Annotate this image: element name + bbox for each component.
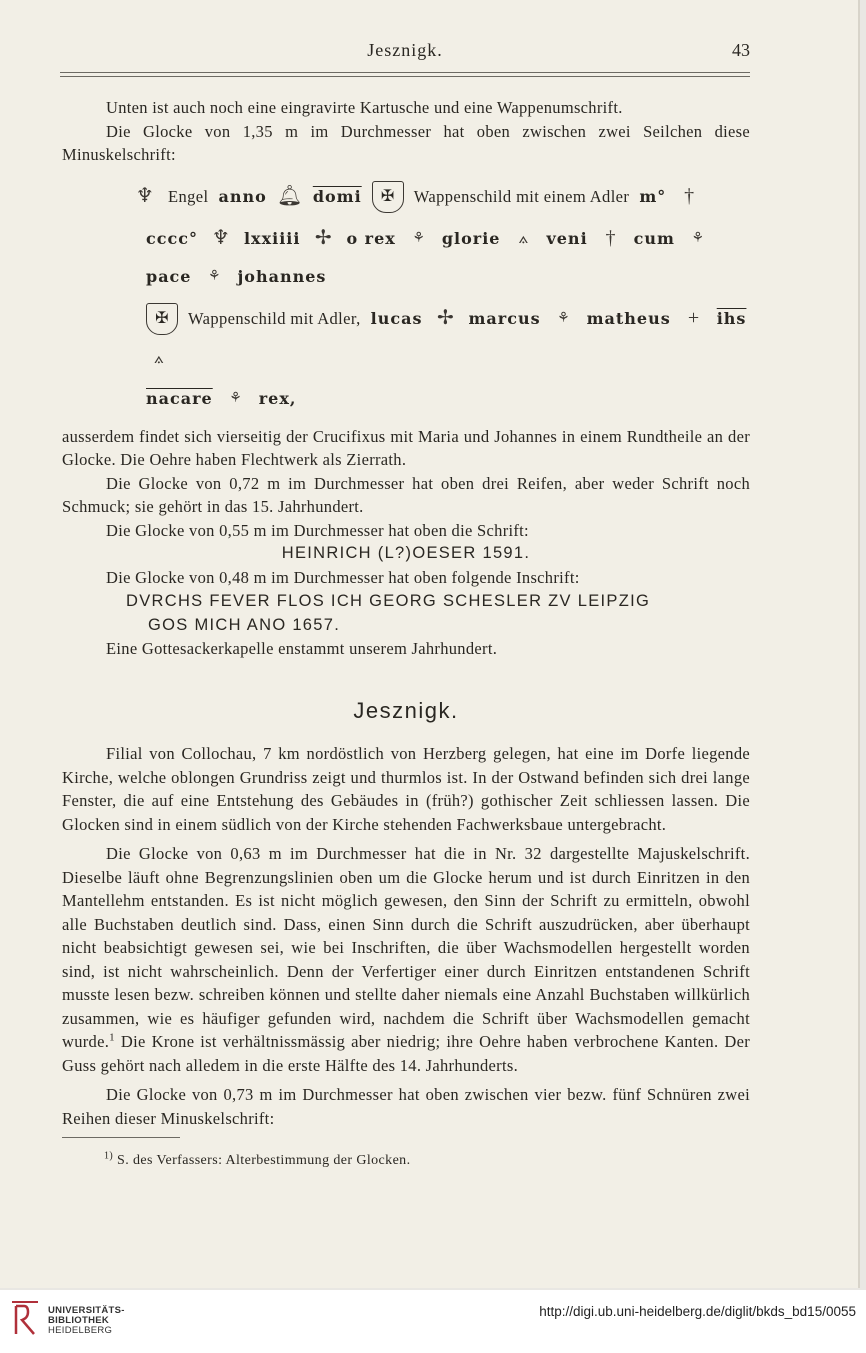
bird-icon: ⟑ [518,229,529,247]
footnote [104,1150,411,1169]
inscription-word: m° [639,186,667,206]
source-url-link[interactable]: http://digi.ub.uni-heidelberg.de/diglit/bkds_bd15/0055 [539,1304,856,1319]
leaf-icon: ⚘ [691,230,705,246]
running-header [60,40,750,66]
cross-icon: † [684,184,695,207]
paragraph-text: Die Glocke von 0,63 m im Durchmesser hat die in Nr. 32 dargestellte Majuskelschrift. Dieselbe läuft ohne Begrenzungslinien oben um die Glocke herum und ist durch Einritzen in den Mantellehm entstanden. Es ist nicht möglich gewesen, den Sinn der Schrift zu ermitteln, obwohl alle Buchstaben deutlich sind. Dass, einen Sinn durch die Schrift auszudrücken, aber überhaupt nicht beabsichtigt gewesen sei, wie bei Inschriften, die über Wachsmodellen hergestellt worden sind, ist nicht wahrscheinlich. Denn der Verfertiger einer durch Einritzen entstandenen Schrift musste lesen bezw. schreiben können und stellte daher niemals eine Anzahl Buchstaben willkürlich zusammen, wie es häufiger gefunden wird, nachdem die Schrift über Wachsmodellen gemacht wurde. [62,844,750,1051]
inscription-line-3 [62,303,750,373]
leaf-icon: ⚘ [557,310,570,326]
library-name-line: HEIDELBERG [48,1325,113,1336]
footer-bar [0,1290,866,1353]
footnote-text: S. des Verfassers: Alterbestimmung der Glocken. [117,1153,411,1168]
header-rule [60,72,750,73]
inscription-line-2 [62,225,750,291]
inscription-word: marcus [468,308,541,328]
inscription-word: cum [633,228,675,248]
inscription-word: lucas [370,308,423,328]
section-title: Jesznigk. [353,697,459,723]
inscription-word: cccc° [146,228,198,248]
paragraph: ausserdem findet sich vierseitig der Crucifixus mit Maria und Johannes in einem Rundtheile an der Glocke. Die Oehre haben Flechtwerk als Zierrath. [62,426,750,469]
paragraph: Die Glocke von 0,72 m im Durchmesser hat oben drei Reifen, aber weder Schrift noch Schmuck; sie gehört in das 15. Jahrhundert. [62,473,750,516]
inscription-word: glorie [441,228,501,248]
footnote-ref[interactable]: 1 [109,1031,115,1044]
paragraph: Unten ist auch noch eine eingravirte Kartusche und eine Wappenumschrift. [106,98,623,117]
leaf-icon: ⚘ [208,268,221,284]
header-rule-2 [60,76,750,77]
paragraph: Filial von Collochau, 7 km nordöstlich von Herzberg gelegen, hat eine im Dorfe liegende Kirche, welche oblongen Grundriss zeigt und thurmlos ist. In der Ostwand befinden sich drei lange Fenster, die auf eine Entstehung des Gebäudes in (früh?) gothischer Zeit schliessen lassen. Die Glocken sind in einem südlich von der Kirche stehenden Fachwerksbaue untergebracht. [62,744,750,834]
inscription-word: o rex [346,228,396,248]
inscription-line-4 [62,385,750,413]
library-name-line: UNIVERSITÄTS- [48,1305,125,1316]
footnote-mark: 1) [104,1150,114,1162]
cross-icon: † [605,226,616,249]
majuscule-inscription: GOS MICH ANO 1657. [148,616,341,634]
inscription-word: nacare [146,388,213,408]
star-cross-icon: ✢ [314,226,332,249]
inscription-word: Engel [168,186,209,206]
bell-icon: 🔔︎ [276,184,303,207]
footnote-rule [62,1137,180,1138]
inscription-word: pace [146,266,192,286]
cross-icon: + [687,306,700,329]
paragraph-text: Die Krone ist verhältnissmässig aber niedrig; ihre Oehre haben verbrochene Kanten. Der Guss gehört nach alledem in die erste Hälfte des 14. Jahrhunderts. [62,1032,750,1075]
leaf-icon: ⚘ [412,230,426,246]
inscription-word: $\overline{ihs}$ [716,308,747,328]
star-cross-icon: ✢ [436,306,454,329]
library-name[interactable] [48,1306,125,1336]
inscription-word: veni [546,228,588,248]
leaf-icon: ⚘ [229,390,243,406]
page-number: 43 [732,40,750,60]
inscription-word: matheus [586,308,671,328]
paragraph: Die Glocke von 0,48 m im Durchmesser hat oben folgende Inschrift: [106,567,580,587]
inscription-word: anno [218,186,267,206]
page-body [62,96,750,1130]
majuscule-inscription: DVRCHS FEVER FLOS ICH GEORG SCHESLER ZV LEIPZIG [126,592,651,610]
eagle-shield-icon: ✠ [146,303,178,335]
paragraph: Die Glocke von 0,55 m im Durchmesser hat oben die Schrift: [106,520,529,540]
paragraph: Die Glocke von 1,35 m im Durchmesser hat oben zwischen zwei Seilchen diese Minuskelschrift: [62,121,750,164]
paragraph: Eine Gottesackerkapelle enstammt unserem Jahrhundert. [106,639,498,658]
header-title: Jesznigk. [367,40,443,60]
eagle-shield-icon: ✠ [372,181,404,213]
angel-icon: ♆ [211,226,231,249]
inscription-word: johannes [237,266,327,286]
inscription-word: rex, [258,388,297,408]
inscription-word: Wappenschild mit einem Adler [413,186,630,206]
inscription-line-1 [62,181,750,213]
inscription-word: domi [312,186,362,206]
library-logo-icon[interactable] [10,1300,40,1338]
inscription-word: lxxiiii [243,228,301,248]
paragraph: Die Glocke von 0,73 m im Durchmesser hat oben zwischen vier bezw. fünf Schnüren zwei Reihen dieser Minuskelschrift: [62,1085,750,1128]
majuscule-inscription: HEINRICH (L?)OESER 1591. [281,544,531,562]
angel-icon: ♆ [135,184,155,207]
paragraph [62,842,750,1077]
bird-icon: ⟑ [153,349,165,367]
inscription-word: Wappenschild mit Adler, [188,308,361,328]
library-name-line: BIBLIOTHEK [48,1315,110,1326]
